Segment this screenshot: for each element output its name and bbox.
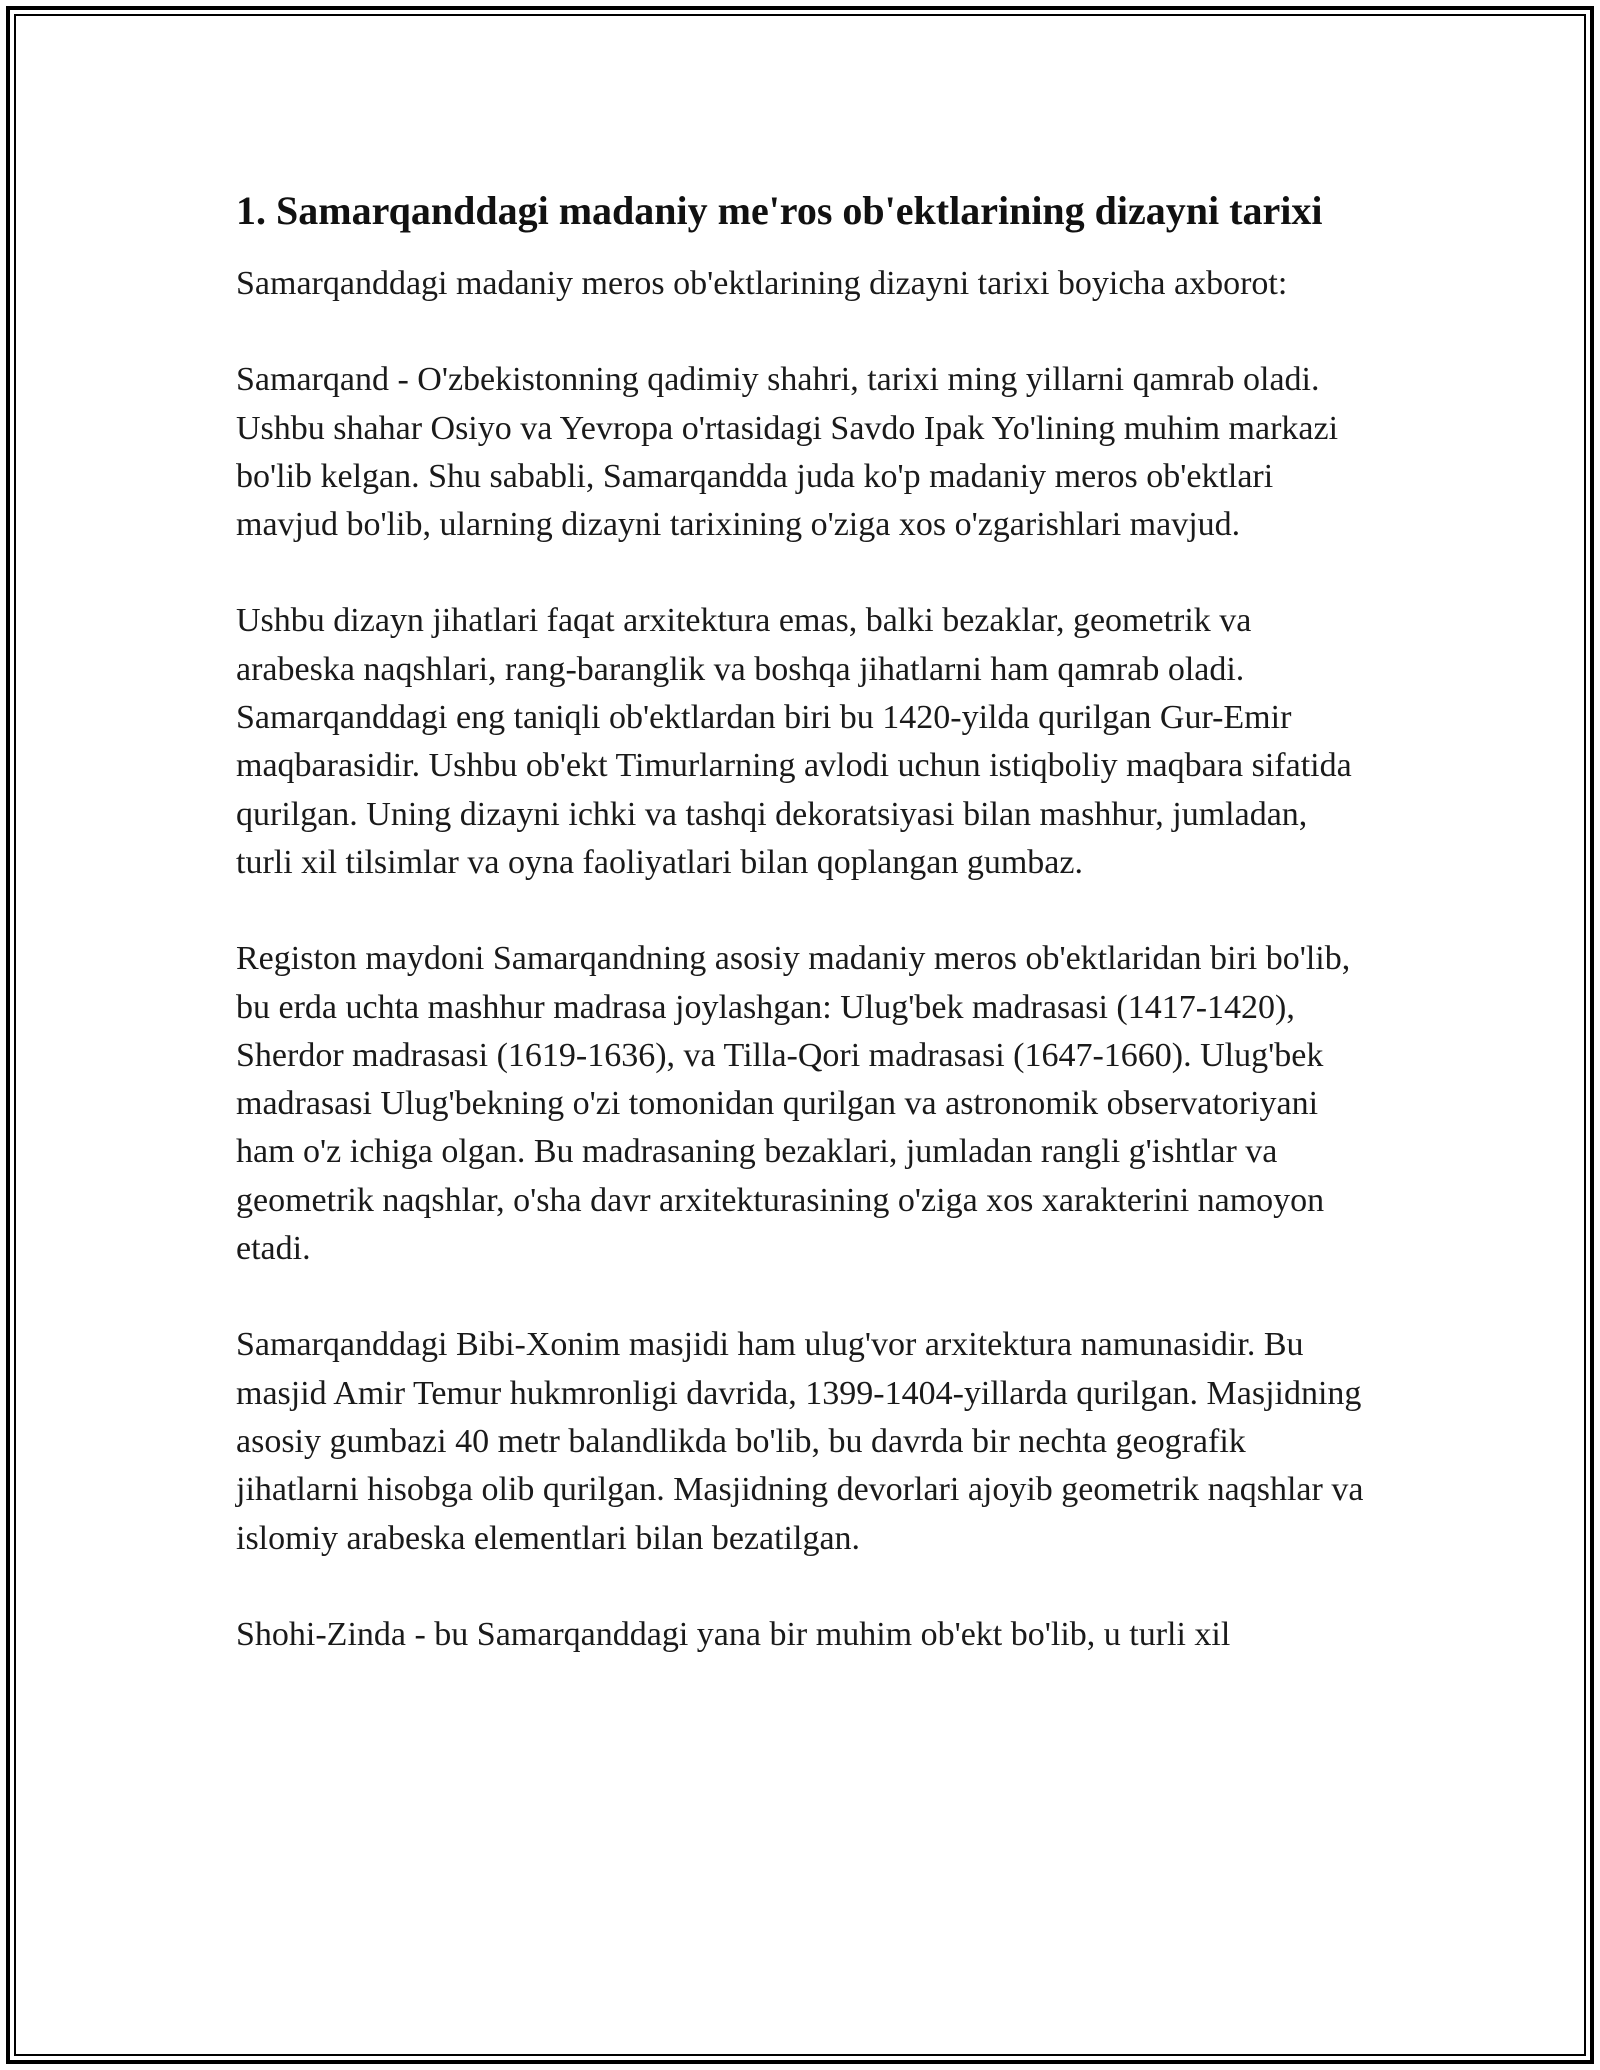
paragraph-gur-emir: Ushbu dizayn jihatlari faqat arxitektura emas, balki bezaklar, geometrik va arabeska naqshlari, rang-baranglik va boshqa jihatlarni ham qamrab oladi. Samarqanddagi eng taniqli ob'ektlardan biri bu 1420-yilda qurilgan Gur-Emir maqbarasidir. Ushbu ob'ekt Timurlarning avlodi uchun istiqboliy maqbara sifatida qurilgan. Uning dizayni ichki va tashqi dekoratsiyasi bilan mashhur, jumladan, turli xil tilsimlar va oyna faoliyatlari bilan qoplangan gumbaz. — [236, 602, 1352, 881]
paragraph-registon: Registon maydoni Samarqandning asosiy madaniy meros ob'ektlaridan biri bo'lib, bu erda uchta mashhur madrasa joylashgan: Ulug'bek madrasasi (1417-1420), Sherdor madrasasi (1619-1636), va Tilla-Qori madrasasi (1647-1660). Ulug'bek madrasasi Ulug'bekning o'zi tomonidan qurilgan va astronomik observatoriyani ham o'z ichiga olgan. Bu madrasaning bezaklari, jumladan rangli g'ishtlar va geometrik naqshlar, o'sha davr arxitekturasining o'ziga xos xarakterini namoyon etadi. — [236, 940, 1351, 1268]
paragraph-intro: Samarqanddagi madaniy meros ob'ektlarining dizayni tarixi boyicha axborot: — [236, 265, 1288, 302]
paragraph-shohi-zinda: Shohi-Zinda - bu Samarqanddagi yana bir muhim ob'ekt bo'lib, u turli xil — [236, 1615, 1231, 1653]
section-title: 1. Samarqanddagi madaniy me'ros ob'ektlarining dizayni tarixi — [236, 188, 1323, 233]
document-body — [236, 184, 1366, 1659]
paragraph-samarqand-history: Samarqand - O'zbekistonning qadimiy shahri, tarixi ming yillarni qamrab oladi. Ushbu shahar Osiyo va Yevropa o'rtasidagi Savdo Ipak Yo'lining muhim markazi bo'lib kelgan. Shu sababli, Samarqandda juda ko'p madaniy meros ob'ektlari mavjud bo'lib, ularning dizayni tarixining o'ziga xos o'zgarishlari mavjud. — [236, 361, 1339, 544]
paragraph-bibi-xonim: Samarqanddagi Bibi-Xonim masjidi ham ulug'vor arxitektura namunasidir. Bu masjid Amir Temur hukmronligi davrida, 1399-1404-yillarda qurilgan. Masjidning asosiy gumbazi 40 metr balandlikda bo'lib, bu davrda bir nechta geografik jihatlarni hisobga olib qurilgan. Masjidning devorlari ajoyib geometrik naqshlar va islomiy arabeska elementlari bilan bezatilgan. — [236, 1326, 1364, 1557]
